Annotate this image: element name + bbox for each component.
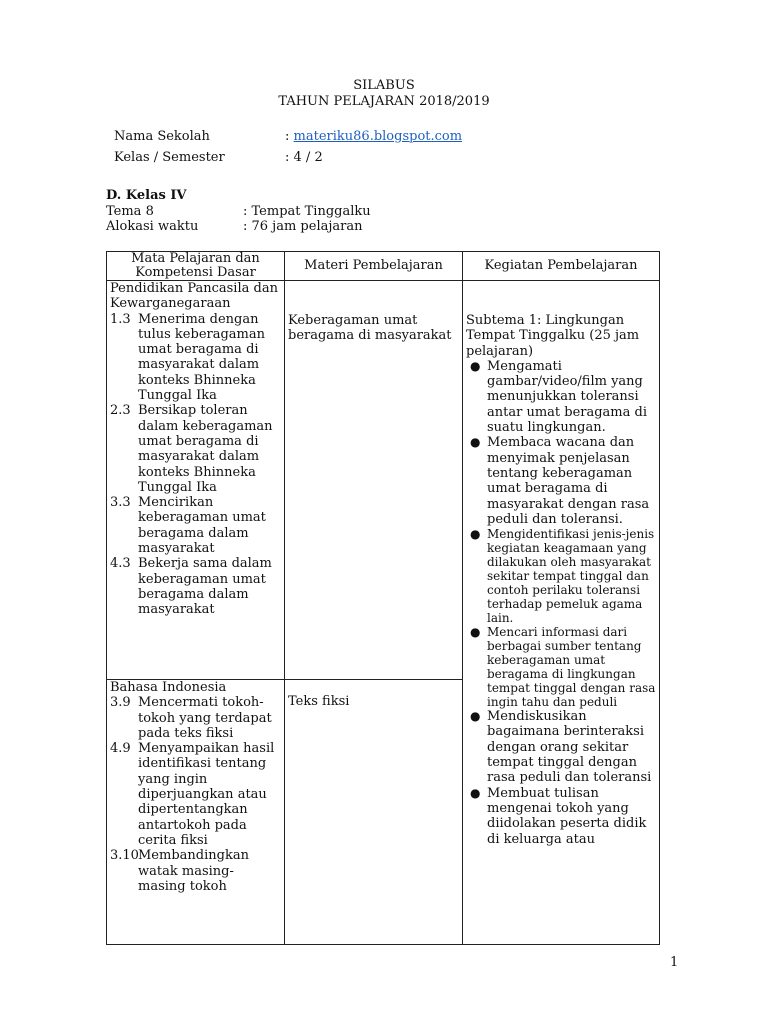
list-item: ● Membuat tulisan mengenai tokoh yang diidolakan peserta didik di keluarga atau <box>470 785 647 847</box>
material-cell-bahasa: Teks fiksi <box>285 680 463 945</box>
subject-cell-ppkn <box>107 281 285 680</box>
subject-cell-bahasa <box>107 680 285 945</box>
school-name-separator: : <box>285 129 290 144</box>
competency-item: 3.9 Mencermati tokoh-tokoh yang terdapat pada teks fiksi <box>110 695 272 741</box>
theme-value: : Tempat Tinggalku <box>243 204 371 219</box>
class-semester-label: Kelas / Semester <box>114 150 225 165</box>
column-header-material: Materi Pembelajaran <box>285 252 463 281</box>
competency-item: 3.10Membandingkan watak masing-masing tokoh <box>110 848 249 894</box>
time-allocation-value: : 76 jam pelajaran <box>243 219 363 234</box>
competency-item: 3.3 Mencirikan keberagaman umat beragama dalam masyarakat <box>110 495 266 557</box>
column-header-subject: Mata Pelajaran dan Kompetensi Dasar <box>107 252 285 281</box>
theme-label: Tema 8 <box>106 204 154 219</box>
list-item: ● Mencari informasi dari berbagai sumber tentang keberagaman umat beragama di lingkungan tempat tinggal dengan rasa ingin tahu dan peduli <box>470 625 656 710</box>
class-semester-text: 4 / 2 <box>293 150 323 165</box>
time-allocation-label: Alokasi waktu <box>106 219 199 234</box>
list-item: ● Membaca wacana dan menyimak penjelasan tentang keberagaman umat beragama di masyarakat dengan rasa peduli dan toleransi. <box>470 435 650 527</box>
school-name-label: Nama Sekolah <box>114 129 210 144</box>
activities-cell <box>463 281 660 945</box>
class-semester-separator: : <box>285 150 290 165</box>
school-name-value <box>285 129 462 144</box>
document-title: SILABUS <box>353 78 415 93</box>
list-item: ● Mengidentifikasi jenis-jenis kegiatan keagamaan yang dilakukan oleh masyarakat sekitar tempat tinggal dan contoh perilaku toleransi terhadap pemeluk agama lain. <box>470 527 655 626</box>
column-header-activities: Kegiatan Pembelajaran <box>463 252 660 281</box>
list-item: ● Mendiskusikan bagaimana berinteraksi dengan orang sekitar tempat tinggal dengan rasa peduli dan toleransi <box>470 709 652 786</box>
competency-item: 2.3 Bersikap toleran dalam keberagaman umat beragama di masyarakat dalam konteks Bhinneka Tunggal Ika <box>110 403 273 495</box>
subtheme-title: Subtema 1: Lingkungan Tempat Tinggalku (25 jam pelajaran) <box>466 313 640 359</box>
section-heading: D. Kelas IV <box>106 188 187 203</box>
subject-name: Pendidikan Pancasila dan Kewarganegaraan <box>110 281 278 312</box>
school-website-link[interactable]: materiku86.blogspot.com <box>293 129 463 144</box>
list-item: ● Mengamati gambar/video/film yang menunjukkan toleransi antar umat beragama di suatu lingkungan. <box>470 358 647 436</box>
competency-item: 1.3 Menerima dengan tulus keberagaman umat beragama di masyarakat dalam konteks Bhinneka Tunggal Ika <box>110 311 266 404</box>
material-cell-ppkn: Keberagaman umat beragama di masyarakat <box>285 281 463 680</box>
table-row <box>107 281 660 680</box>
activity-list <box>466 359 656 847</box>
competency-item: 4.9 Menyampaikan hasil identifikasi tentang yang ingin diperjuangkan atau dipertentangkan antartokoh pada cerita fiksi <box>110 741 275 848</box>
competency-item: 4.3 Bekerja sama dalam keberagaman umat beragama dalam masyarakat <box>110 556 272 618</box>
table-header-row <box>107 252 660 281</box>
document-subtitle: TAHUN PELAJARAN 2018/2019 <box>278 94 490 109</box>
subject-name: Bahasa Indonesia <box>110 680 227 695</box>
class-semester-value <box>285 150 323 165</box>
page-number: 1 <box>670 955 679 970</box>
syllabus-table <box>106 251 660 945</box>
